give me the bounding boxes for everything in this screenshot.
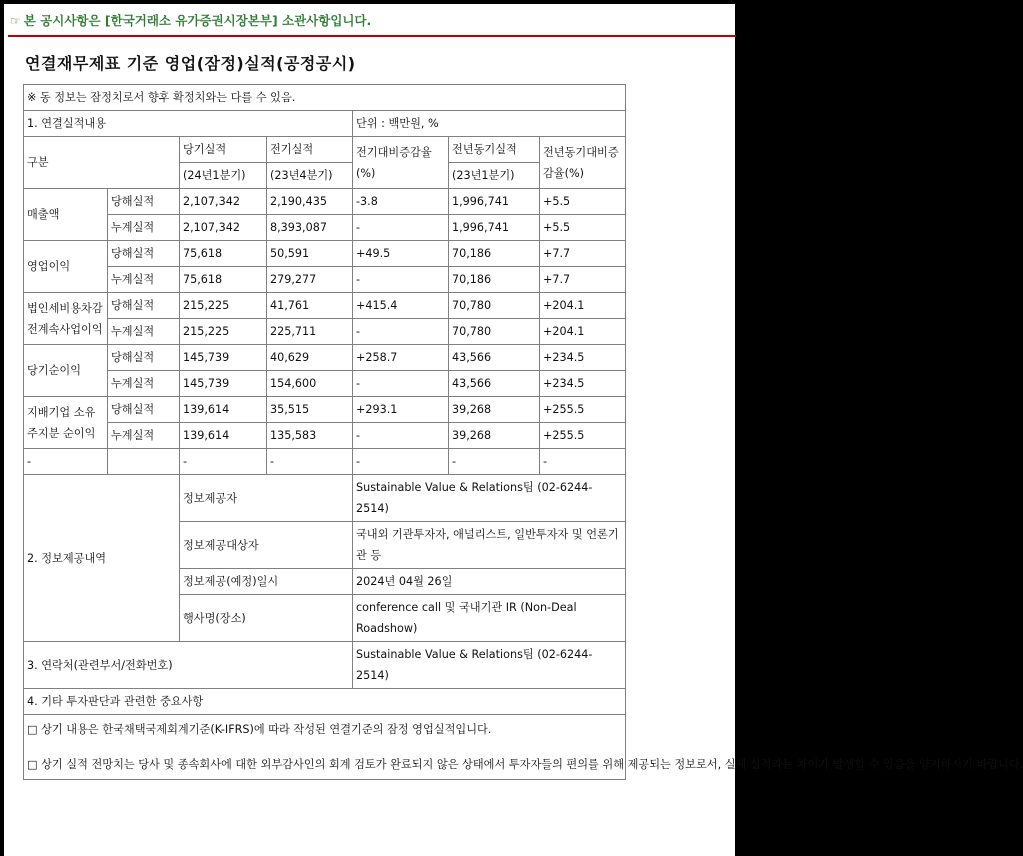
cell-yoy: 70,186 [449, 267, 540, 293]
section4-label: 4. 기타 투자판단과 관련한 중요사항 [24, 689, 626, 715]
row-item-label: 법인세비용차감전계속사업이익 [24, 293, 108, 345]
header-cur: 당기실적 [180, 137, 267, 163]
disclosure-table [23, 84, 1023, 780]
row-item-label: 매출액 [24, 189, 108, 241]
row-type-label: 당해실적 [108, 189, 180, 215]
table-row [24, 267, 626, 293]
cell-cur: 145,739 [180, 345, 267, 371]
cell-yoy-rate: +255.5 [540, 397, 626, 423]
cell-qoq: - [353, 423, 449, 449]
event-label: 행사명(장소) [180, 595, 353, 642]
cell-yoy-rate: +5.5 [540, 189, 626, 215]
cell-prev: 40,629 [267, 345, 353, 371]
cell-cur: 145,739 [180, 371, 267, 397]
cell-prev: 2,190,435 [267, 189, 353, 215]
cell-qoq: +415.4 [353, 293, 449, 319]
header-yoy-period: (23년1분기) [449, 163, 540, 189]
row-item-label: 영업이익 [24, 241, 108, 293]
cell-cur: 139,614 [180, 397, 267, 423]
dash-qoq: - [353, 449, 449, 475]
cell-yoy: 39,268 [449, 423, 540, 449]
header-qoq: 전기대비증감율(%) [353, 137, 449, 189]
cell-yoy: 1,996,741 [449, 189, 540, 215]
cell-yoy: 70,780 [449, 319, 540, 345]
cell-yoy-rate: +255.5 [540, 423, 626, 449]
section3-label: 3. 연락처(관련부서/전화번호) [24, 642, 353, 689]
cell-prev: 41,761 [267, 293, 353, 319]
notice-banner [8, 10, 736, 37]
cell-qoq: - [353, 371, 449, 397]
header-yoy-actual: 전년동기실적 [449, 137, 540, 163]
dash-yoy-rate: - [540, 449, 626, 475]
cell-cur: 2,107,342 [180, 215, 267, 241]
table-row [24, 189, 626, 215]
section3-value: Sustainable Value & Relations팀 (02-6244-2514) [353, 642, 626, 689]
dash-item: - [24, 449, 108, 475]
row-type-label: 누계실적 [108, 319, 180, 345]
provider-value: Sustainable Value & Relations팀 (02-6244-2514) [353, 475, 626, 522]
cell-cur: 75,618 [180, 267, 267, 293]
dash-cur: - [180, 449, 267, 475]
note-2: □ 상기 실적 전망치는 당사 및 종속회사에 대한 외부감사인의 회계 검토가 완료되지 않은 상태에서 투자자들의 편의를 위해 제공되는 정보로서, 실제 실적과는 차이가 발생할 수 있음을 양지하시기 바랍니다. [27, 758, 1023, 771]
target-label: 정보제공대상자 [180, 522, 353, 569]
row-type-label: 누계실적 [108, 423, 180, 449]
cell-yoy: 1,996,741 [449, 215, 540, 241]
table-row [24, 241, 626, 267]
cell-prev: 225,711 [267, 319, 353, 345]
note-1: □ 상기 내용은 한국채택국제회계기준(K-IFRS)에 따라 작성된 연결기준의 잠정 영업실적입니다. [27, 723, 492, 736]
date-value: 2024년 04월 26일 [353, 569, 626, 595]
row-type-label: 당해실적 [108, 241, 180, 267]
table-row [24, 293, 626, 319]
header-category: 구분 [24, 137, 180, 189]
table-row [24, 423, 626, 449]
cell-yoy-rate: +234.5 [540, 371, 626, 397]
cell-yoy-rate: +234.5 [540, 345, 626, 371]
cell-prev: 8,393,087 [267, 215, 353, 241]
section4-notes [24, 715, 1023, 780]
cell-yoy: 43,566 [449, 371, 540, 397]
target-value: 국내외 기관투자자, 애널리스트, 일반투자자 및 언론기관 등 [353, 522, 626, 569]
row-type-label: 누계실적 [108, 371, 180, 397]
row-type-label: 당해실적 [108, 397, 180, 423]
date-label: 정보제공(예정)일시 [180, 569, 353, 595]
notice-text: 본 공시사항은 [한국거래소 유가증권시장본부] 소관사항입니다. [23, 13, 372, 28]
unit-label: 단위 : 백만원, % [353, 111, 626, 137]
cell-yoy-rate: +5.5 [540, 215, 626, 241]
provider-label: 정보제공자 [180, 475, 353, 522]
cell-qoq: - [353, 319, 449, 345]
cell-cur: 75,618 [180, 241, 267, 267]
cell-yoy: 39,268 [449, 397, 540, 423]
cell-cur: 215,225 [180, 293, 267, 319]
cell-qoq: +258.7 [353, 345, 449, 371]
row-type-label: 누계실적 [108, 215, 180, 241]
cell-qoq: -3.8 [353, 189, 449, 215]
table-row [24, 345, 626, 371]
cell-yoy-rate: +7.7 [540, 241, 626, 267]
dash-type [108, 449, 180, 475]
cell-prev: 279,277 [267, 267, 353, 293]
note-spacer [27, 740, 622, 754]
cell-cur: 139,614 [180, 423, 267, 449]
header-prev: 전기실적 [267, 137, 353, 163]
row-type-label: 누계실적 [108, 267, 180, 293]
cell-cur: 2,107,342 [180, 189, 267, 215]
header-yoy-rate: 전년동기대비증감율(%) [540, 137, 626, 189]
table-row [24, 215, 626, 241]
cell-qoq: +293.1 [353, 397, 449, 423]
page-title: 연결재무제표 기준 영업(잠정)실적(공정공시) [25, 54, 356, 73]
document-page [4, 4, 1023, 856]
cell-prev: 135,583 [267, 423, 353, 449]
row-item-label: 지배기업 소유주지분 순이익 [24, 397, 108, 449]
cell-prev: 50,591 [267, 241, 353, 267]
cell-prev: 35,515 [267, 397, 353, 423]
cell-qoq: +49.5 [353, 241, 449, 267]
cell-qoq: - [353, 215, 449, 241]
section1-label: 1. 연결실적내용 [24, 111, 353, 137]
cell-cur: 215,225 [180, 319, 267, 345]
row-type-label: 당해실적 [108, 345, 180, 371]
table-row [24, 397, 626, 423]
row-item-label: 당기순이익 [24, 345, 108, 397]
cell-prev: 154,600 [267, 371, 353, 397]
cell-yoy-rate: +204.1 [540, 319, 626, 345]
row-type-label: 당해실적 [108, 293, 180, 319]
disclaimer: ※ 동 정보는 잠정치로서 향후 확정치와는 다를 수 있음. [24, 85, 626, 111]
cell-yoy: 43,566 [449, 345, 540, 371]
cell-yoy-rate: +204.1 [540, 293, 626, 319]
cell-yoy: 70,186 [449, 241, 540, 267]
section2-label: 2. 정보제공내역 [24, 475, 180, 642]
dash-yoy: - [449, 449, 540, 475]
dash-prev: - [267, 449, 353, 475]
cell-qoq: - [353, 267, 449, 293]
cell-yoy-rate: +7.7 [540, 267, 626, 293]
table-row [24, 371, 626, 397]
cell-yoy: 70,780 [449, 293, 540, 319]
table-row [24, 319, 626, 345]
event-value: conference call 및 국내기관 IR (Non-Deal Roadshow) [353, 595, 626, 642]
pointing-hand-icon: ☞ [10, 14, 21, 28]
header-cur-period: (24년1분기) [180, 163, 267, 189]
header-prev-period: (23년4분기) [267, 163, 353, 189]
